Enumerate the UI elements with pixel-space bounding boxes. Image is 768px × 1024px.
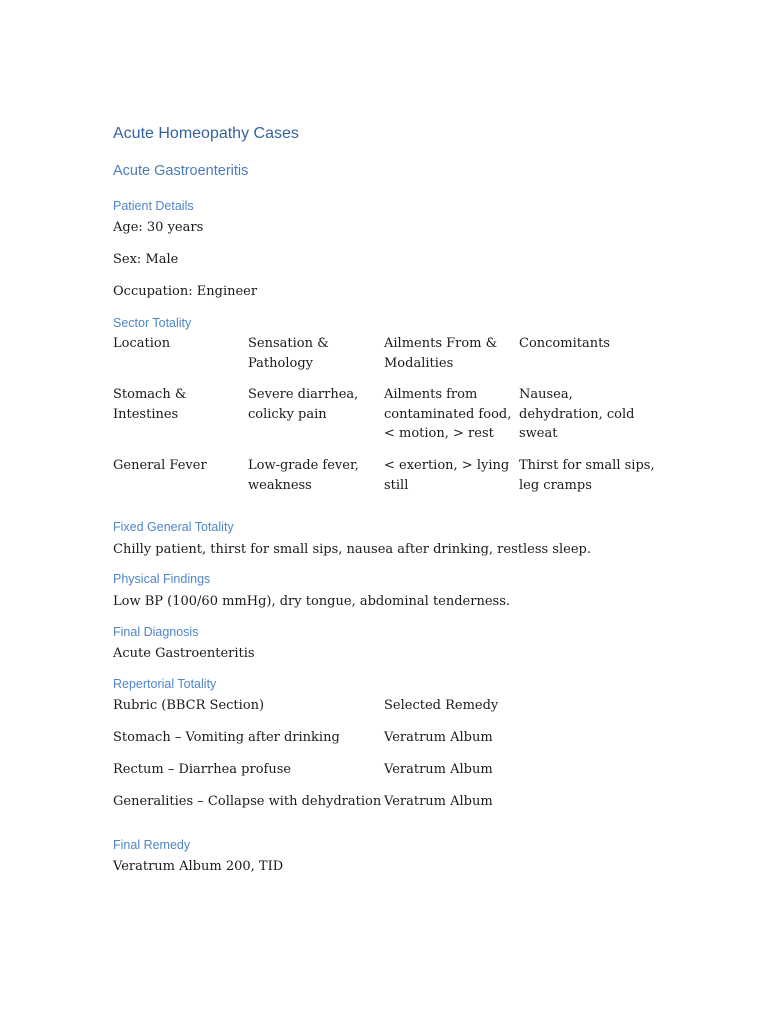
- sector-cell-line: leg cramps: [519, 477, 592, 493]
- sector-cell-line: Concomitants: [519, 336, 610, 351]
- sector-cell-line: General Fever: [113, 458, 207, 473]
- sector-cell-line: < motion, > rest: [384, 426, 494, 441]
- sector-cell-line: dehydration, cold: [519, 406, 635, 422]
- case-title: Acute Gastroenteritis: [113, 163, 249, 179]
- final-diagnosis-heading: Final Diagnosis: [113, 625, 199, 639]
- sector-cell-line: sweat: [519, 426, 558, 441]
- sector-cell-line: Ailments from: [384, 387, 478, 402]
- sector-cell-line: < exertion, > lying: [384, 458, 510, 473]
- sector-cell-r0-c2: [248, 385, 378, 424]
- patient-details-heading: Patient Details: [113, 199, 194, 213]
- patient-occupation: Occupation: Engineer: [113, 284, 258, 299]
- patient-age: Age: 30 years: [113, 220, 204, 235]
- repertorial-row-rubric: Stomach – Vomiting after drinking: [113, 730, 340, 745]
- sector-cell-line: Low-grade fever,: [248, 458, 359, 473]
- sector-cell-header-c4: [519, 334, 669, 354]
- repertorial-row-rubric: Rectum – Diarrhea profuse: [113, 762, 292, 777]
- document-title: Acute Homeopathy Cases: [113, 125, 299, 142]
- sector-cell-line: Pathology: [248, 355, 313, 371]
- final-remedy-text: Veratrum Album 200, TID: [113, 859, 284, 874]
- sector-cell-r1-c3: [384, 456, 514, 495]
- sector-cell-r1-c2: [248, 456, 378, 495]
- sector-cell-header-c2: [248, 334, 378, 373]
- physical-findings-heading: Physical Findings: [113, 572, 211, 586]
- fixed-general-totality-heading: Fixed General Totality: [113, 520, 234, 534]
- sector-cell-r0-c1: [113, 385, 243, 424]
- sector-cell-r1-c4: [519, 456, 669, 495]
- repertorial-header-rubric: Rubric (BBCR Section): [113, 698, 265, 713]
- sector-cell-line: Intestines: [113, 406, 179, 422]
- repertorial-row-remedy: Veratrum Album: [384, 762, 493, 777]
- sector-cell-line: Modalities: [384, 355, 454, 371]
- fixed-general-totality-text: Chilly patient, thirst for small sips, nausea after drinking, restless sleep.: [113, 542, 591, 557]
- sector-cell-line: Location: [113, 336, 171, 351]
- sector-cell-line: Sensation &: [248, 336, 329, 351]
- sector-cell-line: weakness: [248, 477, 312, 493]
- sector-cell-header-c1: [113, 334, 243, 354]
- repertorial-row-remedy: Veratrum Album: [384, 730, 493, 745]
- final-remedy-heading: Final Remedy: [113, 838, 191, 852]
- sector-cell-line: contaminated food,: [384, 406, 512, 422]
- sector-cell-r0-c3: [384, 385, 514, 444]
- repertorial-header-remedy: Selected Remedy: [384, 698, 499, 713]
- patient-sex: Sex: Male: [113, 252, 179, 267]
- sector-cell-line: Stomach &: [113, 387, 187, 402]
- physical-findings-text: Low BP (100/60 mmHg), dry tongue, abdominal tenderness.: [113, 594, 511, 609]
- repertorial-row-rubric: Generalities – Collapse with dehydration: [113, 794, 382, 809]
- sector-cell-r1-c1: [113, 456, 243, 476]
- sector-cell-header-c3: [384, 334, 514, 373]
- sector-cell-line: still: [384, 477, 409, 493]
- sector-cell-r0-c4: [519, 385, 669, 444]
- repertorial-totality-heading: Repertorial Totality: [113, 677, 217, 691]
- repertorial-row-remedy: Veratrum Album: [384, 794, 493, 809]
- final-diagnosis-text: Acute Gastroenteritis: [113, 646, 255, 661]
- sector-cell-line: colicky pain: [248, 406, 327, 422]
- sector-cell-line: Thirst for small sips,: [519, 458, 655, 473]
- sector-cell-line: Ailments From &: [384, 336, 498, 351]
- sector-cell-line: Nausea,: [519, 387, 573, 402]
- sector-cell-line: Severe diarrhea,: [248, 387, 359, 402]
- sector-totality-heading: Sector Totality: [113, 316, 192, 330]
